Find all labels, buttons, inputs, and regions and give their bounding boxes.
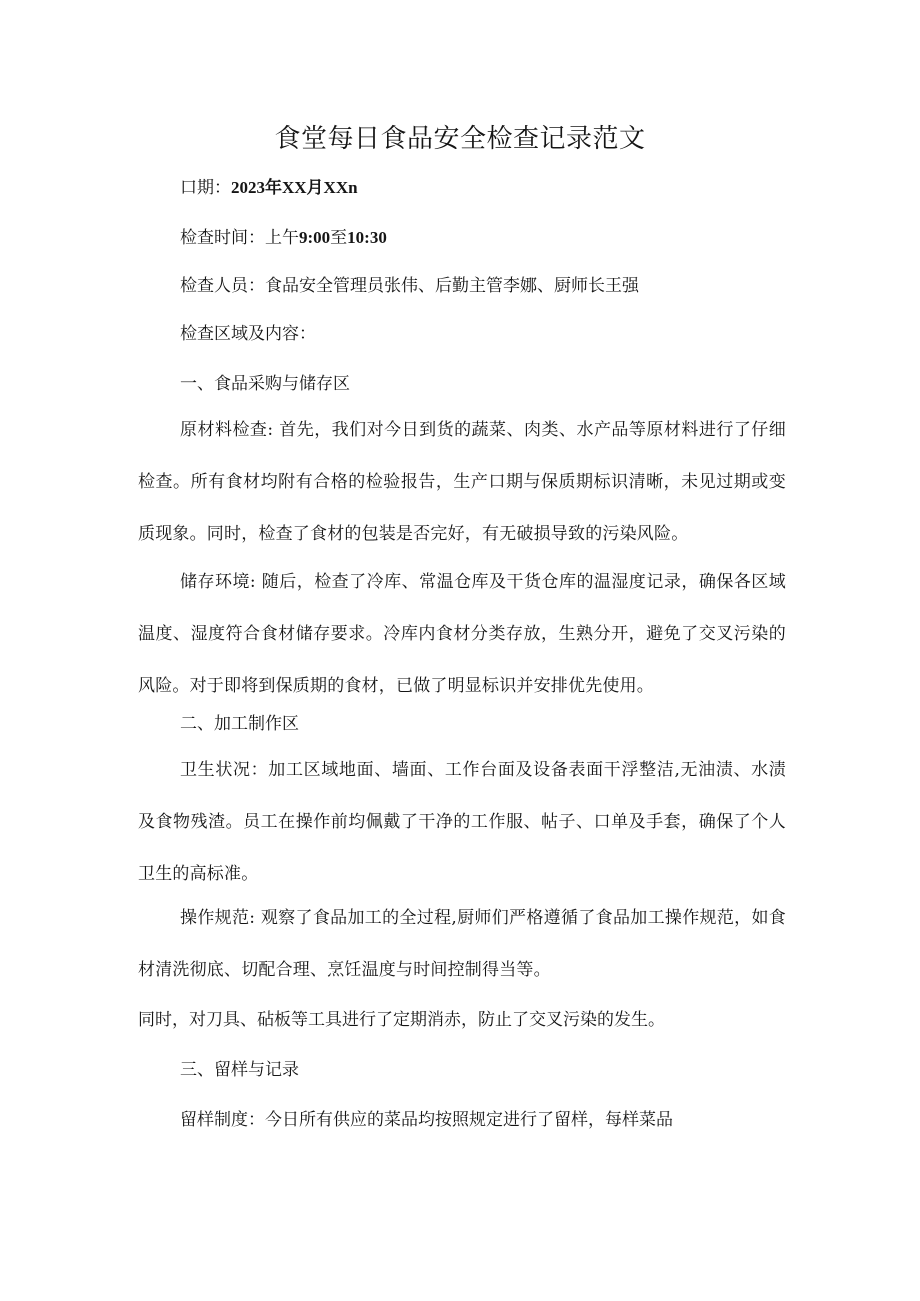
date-label: 口期： xyxy=(180,178,231,198)
section1-paragraph-raw-materials: 原材料检查: 首先，我们对今日到货的蔬菜、肉类、水产品等原材料进行了仔细检查。所有食材均附有合格的检验报告，生产口期与保质期标识清晰，未见过期或变质现象。同时，检查了食材的包装是否完好，有无破损导致的污染风险。 xyxy=(138,420,786,544)
time-separator: 至 xyxy=(330,228,348,248)
date-line xyxy=(180,176,830,200)
section2-paragraph-operations: 操作规范: 观察了食品加工的全过程,厨师们严格遵循了食品加工操作规范，如食材清洗彻底、切配合理、烹饪温度与时间控制得当等。 xyxy=(138,908,786,980)
section1-paragraph-storage: 储存环境: 随后，检查了冷库、常温仓库及干货仓库的温湿度记录，确保各区域温度、湿度符合食材储存要求。冷库内食材分类存放，生熟分开，避免了交叉污染的风险。对于即将到保质期的食材，已做了明显标识并安排优先使用。 xyxy=(138,572,786,696)
section2-heading: 二、加工制作区 xyxy=(180,714,299,734)
inspectors-line: 检查人员：食品安全管理员张伟、后勤主管李娜、厨师长王强 xyxy=(180,276,639,296)
section3-paragraph-samples: 留样制度：今日所有供应的菜品均按照规定进行了留样，每样菜品 xyxy=(180,1110,673,1130)
time-line xyxy=(180,226,830,250)
area-heading: 检查区域及内容： xyxy=(180,324,316,344)
time-start: 9:00 xyxy=(299,228,331,247)
time-label: 检查时间：上午 xyxy=(180,228,299,248)
time-end: 10:30 xyxy=(347,228,387,247)
section2-paragraph-continuation: 同时，对刀具、砧板等工具进行了定期消赤，防止了交叉污染的发生。 xyxy=(138,1010,665,1030)
date-value: 2023年XX月XXn xyxy=(231,178,358,197)
section3-heading: 三、留样与记录 xyxy=(180,1060,299,1080)
document-title: 食堂每日食品安全检查记录范文 xyxy=(274,124,646,154)
section1-heading: 一、食品采购与储存区 xyxy=(180,374,350,394)
section2-paragraph-hygiene: 卫生状况：加工区域地面、墙面、工作台面及设备表面干浮整洁,无油渍、水渍及食物残渣。员工在操作前均佩戴了干净的工作服、帖子、口单及手套，确保了个人卫生的高标准。 xyxy=(138,760,786,884)
